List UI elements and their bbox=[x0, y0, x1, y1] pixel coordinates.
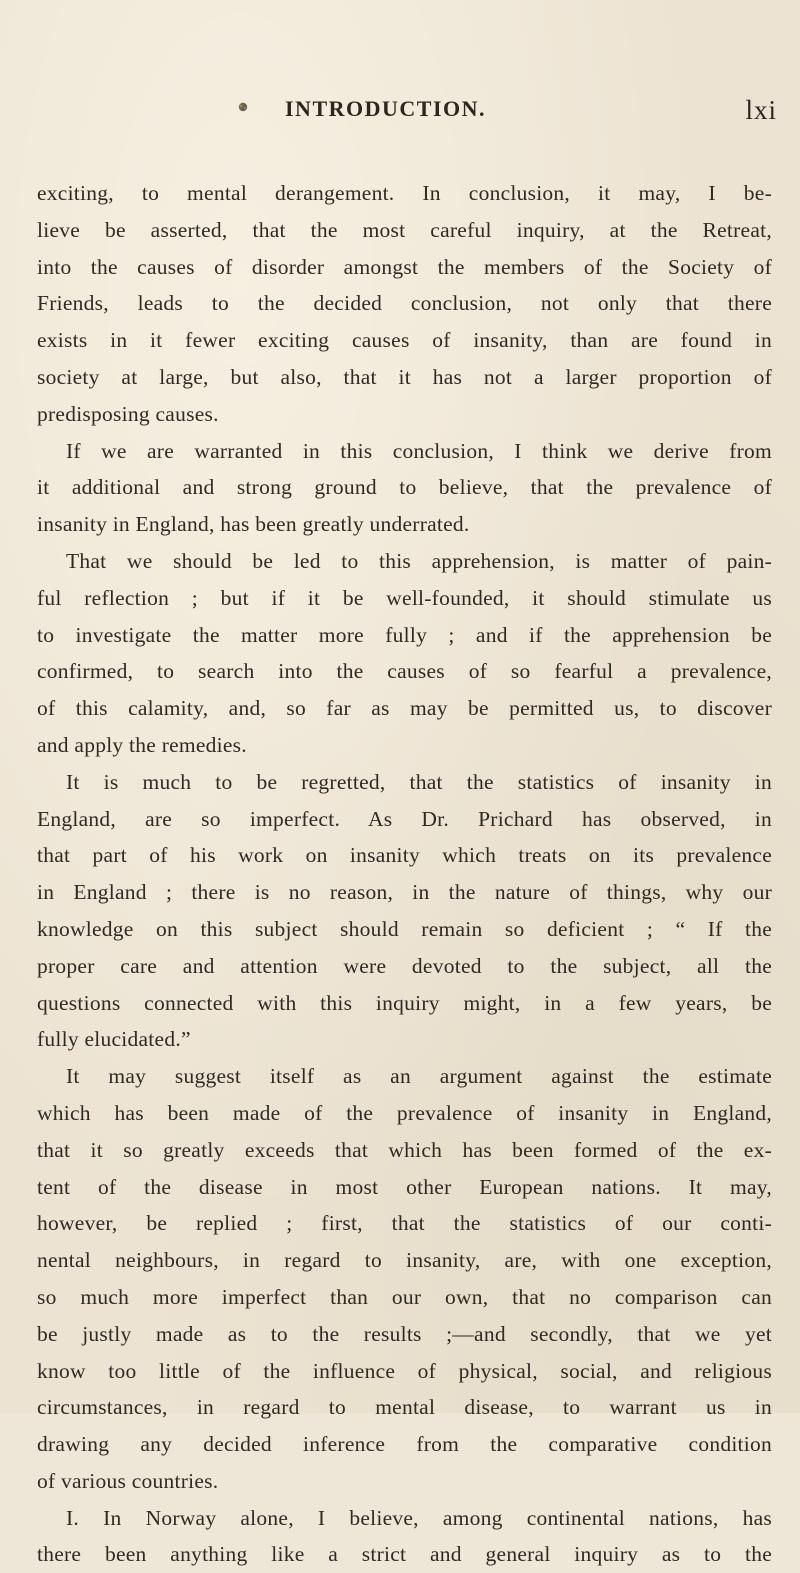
text-line: to investigate the matter more fully ; and if the apprehension be bbox=[37, 622, 772, 647]
text-line: I. In Norway alone, I believe, among continental nations, has bbox=[66, 1505, 772, 1530]
printer-ornament-icon bbox=[236, 100, 250, 114]
text-line: That we should be led to this apprehension, is matter of pain- bbox=[66, 548, 772, 573]
text-line: that part of his work on insanity which treats on its prevalence bbox=[37, 843, 772, 868]
text-line: exciting, to mental derangement. In conclusion, it may, I be- bbox=[37, 181, 772, 205]
text-line: it additional and strong ground to believe, that the prevalence of bbox=[37, 475, 772, 500]
body-text bbox=[37, 175, 772, 1573]
text-line: of various countries. bbox=[37, 1468, 219, 1493]
text-line: knowledge on this subject should remain so deficient ; “ If the bbox=[37, 916, 772, 941]
text-line: tent of the disease in most other European nations. It may, bbox=[37, 1174, 772, 1199]
running-head bbox=[0, 96, 800, 136]
text-line: there been anything like a strict and general inquiry as to the bbox=[37, 1542, 772, 1567]
text-line: know too little of the influence of physical, social, and religious bbox=[37, 1358, 772, 1383]
text-line: insanity in England, has been greatly underrated. bbox=[37, 512, 470, 537]
text-line: proper care and attention were devoted to the subject, all the bbox=[37, 953, 772, 978]
text-line: of this calamity, and, so far as may be permitted us, to discover bbox=[37, 696, 772, 721]
text-line: drawing any decided inference from the comparative condition bbox=[37, 1432, 772, 1457]
text-line: however, be replied ; first, that the statistics of our conti- bbox=[37, 1211, 772, 1236]
text-line: that it so greatly exceeds that which has been formed of the ex- bbox=[37, 1137, 772, 1162]
text-line: Friends, leads to the decided conclusion, not only that there bbox=[37, 291, 772, 316]
text-line: It may suggest itself as an argument against the estimate bbox=[66, 1064, 772, 1089]
text-line: circumstances, in regard to mental disease, to warrant us in bbox=[37, 1395, 772, 1420]
text-line: into the causes of disorder amongst the members of the Society of bbox=[37, 254, 772, 279]
text-line: questions connected with this inquiry might, in a few years, be bbox=[37, 990, 772, 1015]
text-line: lieve be asserted, that the most careful inquiry, at the Retreat, bbox=[37, 217, 772, 242]
text-line: confirmed, to search into the causes of so fearful a prevalence, bbox=[37, 659, 772, 684]
text-line: It is much to be regretted, that the statistics of insanity in bbox=[66, 769, 772, 794]
text-line: which has been made of the prevalence of insanity in England, bbox=[37, 1100, 772, 1125]
page-number: lxi bbox=[745, 95, 777, 125]
text-line: ful reflection ; but if it be well-founded, it should stimulate us bbox=[37, 585, 772, 610]
text-line: society at large, but also, that it has not a larger proportion of bbox=[37, 364, 772, 389]
text-line: fully elucidated.” bbox=[37, 1027, 191, 1052]
text-line: nental neighbours, in regard to insanity, are, with one exception, bbox=[37, 1248, 772, 1273]
text-line: so much more imperfect than our own, that no comparison can bbox=[37, 1284, 772, 1309]
text-line: be justly made as to the results ;—and secondly, that we yet bbox=[37, 1321, 772, 1346]
text-line: predisposing causes. bbox=[37, 401, 219, 426]
text-line: and apply the remedies. bbox=[37, 732, 247, 757]
text-line: England, are so imperfect. As Dr. Prichard has observed, in bbox=[37, 806, 772, 831]
text-line: exists in it fewer exciting causes of insanity, than are found in bbox=[37, 328, 772, 353]
running-head-title: INTRODUCTION. bbox=[285, 96, 487, 121]
text-line: in England ; there is no reason, in the nature of things, why our bbox=[37, 880, 772, 905]
text-line: If we are warranted in this conclusion, I think we derive from bbox=[66, 438, 772, 463]
